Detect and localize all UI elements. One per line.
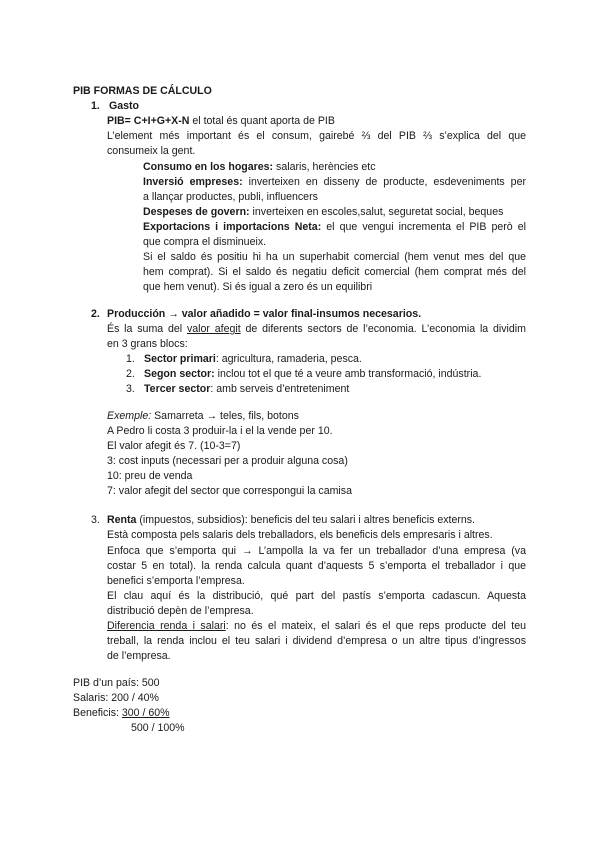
sector-1-number: 1. bbox=[126, 353, 135, 365]
sector-3-label: Tercer sector bbox=[144, 383, 211, 395]
despeses-desc: inverteixen en escoles,salut, seguretat social, beques bbox=[249, 206, 504, 218]
example-line-1: A Pedro li costa 3 produir-la i el la vende per 10. bbox=[107, 425, 333, 437]
sector-2-label: Segon sector: bbox=[144, 368, 215, 380]
renta-paragraph-2-line-2: costar 5 en total). la renda calcula quant d’aquests 5 s’emporta el treballador i que bbox=[107, 560, 526, 572]
page-title: PIB FORMAS DE CÁLCULO bbox=[73, 85, 212, 97]
example-line bbox=[107, 409, 299, 424]
renta-diff-line-2: treball, la renda inclou el teu salari i dividend d’empresa o un altre tipus d’ingressos bbox=[107, 635, 526, 647]
sector-1-label: Sector primari bbox=[144, 353, 216, 365]
beneficis-label: Beneficis: bbox=[73, 707, 122, 719]
formula-line bbox=[107, 114, 335, 129]
inversio-desc-1: inverteixen en disseny de producte, esdeveniments per bbox=[242, 176, 526, 188]
saldo-line-2: hem comprat). Si el saldo és negatiu deficit comercial (hem comprat més del bbox=[143, 266, 526, 278]
despeses-label: Despeses de govern: bbox=[143, 206, 250, 218]
example-line-3: 3: cost inputs (necessari per a produir alguna cosa) bbox=[107, 455, 348, 467]
section-1-heading: Gasto bbox=[109, 100, 140, 112]
section-2-intro-line-2: en 3 grans blocs: bbox=[107, 338, 188, 350]
summary-salaris: Salaris: 200 / 40% bbox=[73, 692, 159, 704]
renta-paragraph-2-line-1: Enfoca que s’emporta qui → L’ampolla la va fer un treballador d’una empresa (va bbox=[107, 545, 526, 557]
example-text: Samarreta → teles, fils, botons bbox=[151, 410, 299, 422]
example-line-5: 7: valor afegit del sector que correspongui la camisa bbox=[107, 485, 352, 497]
formula-label: PIB= C+I+G+X-N bbox=[107, 115, 190, 127]
diff-label: Diferencia renda i salari bbox=[107, 620, 226, 632]
renta-diff-line-3: de l’empresa. bbox=[107, 650, 171, 662]
example-line-2: El valor afegit és 7. (10-3=7) bbox=[107, 440, 241, 452]
export-item bbox=[143, 220, 526, 235]
intro-text-a: És la suma del bbox=[107, 323, 187, 335]
section-3-heading: Renta bbox=[107, 514, 137, 526]
example-line-4: 10: preu de venda bbox=[107, 470, 193, 482]
example-label: Exemple: bbox=[107, 410, 152, 422]
renta-paragraph-3-line-2: distribució depèn de l’empresa. bbox=[107, 605, 254, 617]
summary-total: 500 / 100% bbox=[131, 722, 185, 734]
summary-pib: PIB d’un país: 500 bbox=[73, 677, 160, 689]
intro-text-b: de diferents sectors de l’economia. L’economia la dividim bbox=[240, 323, 526, 335]
sector-2-number: 2. bbox=[126, 368, 135, 380]
renta-paragraph-3-line-1: El clau aquí és la distribució, qué part del pastís s’emporta cadascun. Aquesta bbox=[107, 590, 526, 602]
sector-3-desc: : amb serveis d’entreteniment bbox=[210, 383, 350, 395]
sector-1-desc: : agricultura, ramaderia, pesca. bbox=[215, 353, 362, 365]
inversio-label: Inversió empreses: bbox=[143, 176, 243, 188]
renta-paragraph-2-line-3: benefici s’emporta l’empresa. bbox=[107, 575, 245, 587]
section-3-heading-rest: (impuestos, subsidios): beneficis del teu salari i altres beneficis externs. bbox=[136, 514, 476, 526]
section-2-number: 2. bbox=[91, 308, 100, 320]
saldo-line-3: que hem venut). Si és igual a zero és un equilibri bbox=[143, 281, 373, 293]
saldo-line-1: Si el saldo és positiu hi ha un superhabit comercial (hem venut mes del que bbox=[143, 251, 526, 263]
export-desc-2: que compra el disminueix. bbox=[143, 236, 267, 248]
section-3-heading-line bbox=[107, 513, 475, 528]
consumo-item bbox=[143, 160, 376, 175]
section-3-number: 3. bbox=[91, 514, 100, 526]
inversio-item bbox=[143, 175, 526, 190]
section-1-number: 1. bbox=[91, 100, 100, 112]
renta-paragraph-1: Està composta pels salaris dels treballadors, els beneficis dels empresaris i altres. bbox=[107, 529, 493, 541]
sector-3-number: 3. bbox=[126, 383, 135, 395]
sector-1-item bbox=[144, 352, 362, 367]
valor-afegit-term: valor afegit bbox=[186, 323, 241, 335]
despeses-item bbox=[143, 205, 503, 220]
sector-2-desc: inclou tot el que té a veure amb transformació, indústria. bbox=[214, 368, 482, 380]
beneficis-value: 300 / 60% bbox=[121, 707, 170, 719]
formula-desc: el total és quant aporta de PIB bbox=[189, 115, 335, 127]
diff-text-a: : no és el mateix, el salari és el que reps producte del teu bbox=[225, 620, 526, 632]
section-2-heading: Producción → valor añadido = valor final-insumos necesarios. bbox=[107, 308, 422, 320]
section-2-intro-line-1 bbox=[107, 322, 526, 337]
export-desc-1: el que vengui incrementa el PIB però el bbox=[321, 221, 527, 233]
summary-beneficis bbox=[73, 706, 170, 721]
section-1-intro-line-1: L’element més important és el consum, gairebé ⅔ del PIB ⅔ s’explica del que bbox=[107, 130, 526, 142]
export-label: Exportacions i importacions Neta: bbox=[143, 221, 322, 233]
section-1-intro-line-2: consumeix la gent. bbox=[107, 145, 196, 157]
inversio-desc-2: a llançar productes, publi, influencers bbox=[143, 191, 318, 203]
consumo-desc: salaris, herències etc bbox=[273, 161, 376, 173]
consumo-label: Consumo en los hogares: bbox=[143, 161, 274, 173]
sector-3-item bbox=[144, 382, 349, 397]
sector-2-item bbox=[144, 367, 481, 382]
renta-diff-line-1 bbox=[107, 619, 526, 634]
